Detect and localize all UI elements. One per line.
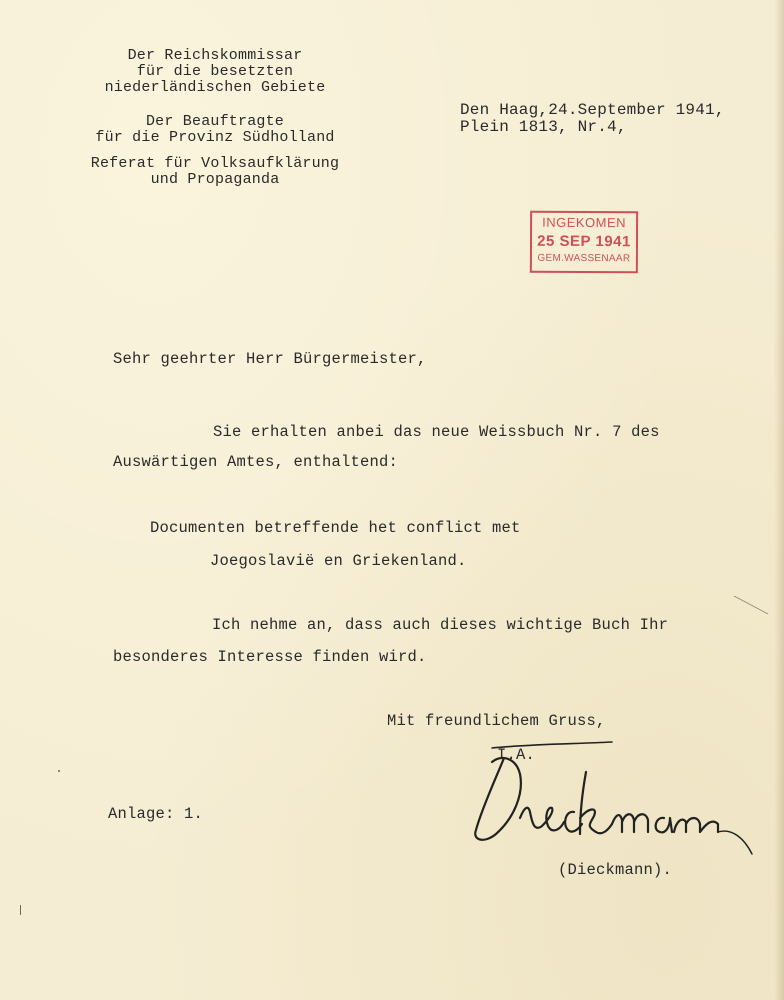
stamp-received-label: INGEKOMEN: [542, 214, 627, 231]
paper-speck: [58, 770, 60, 772]
letterhead-line-2: für die besetzten: [136, 63, 294, 80]
letterhead-line-7: und Propaganda: [150, 171, 280, 188]
white-book-title-line-2: Joegoslavië en Griekenland.: [210, 552, 467, 570]
letterhead-line-1: Der Reichskommissar: [127, 47, 303, 64]
received-stamp: [530, 211, 638, 274]
closing-ia: I.A.: [497, 746, 536, 764]
paragraph-1-line-2: Auswärtigen Amtes, enthaltend:: [113, 453, 399, 471]
signatory-name: (Dieckmann).: [558, 861, 673, 879]
paper-speck: [20, 905, 21, 915]
enclosure-note: Anlage: 1.: [108, 805, 204, 823]
letterhead-line-4: Der Beauftragte: [145, 113, 285, 130]
paragraph-2-line-1: Ich nehme an, dass auch dieses wichtige Buch Ihr: [212, 616, 669, 634]
dateline-reference: Plein 1813, Nr.4,: [460, 118, 627, 136]
stamp-date: 25 SEP 1941: [537, 232, 631, 251]
paragraph-2-line-2: besonderes Interesse finden wird.: [113, 648, 427, 666]
handwritten-signature: [462, 738, 762, 868]
letterhead-line-5: für die Provinz Südholland: [95, 129, 335, 146]
paper-scratch-mark: [732, 590, 772, 620]
white-book-title-line-1: Documenten betreffende het conflict met: [150, 519, 521, 537]
letterhead-line-6: Referat für Volksaufklärung: [90, 155, 340, 172]
salutation: Sehr geehrter Herr Bürgermeister,: [113, 350, 427, 368]
paragraph-1-line-1: Sie erhalten anbei das neue Weissbuch Nr. 7 des: [213, 423, 660, 441]
letterhead-line-3: niederländischen Gebiete: [104, 79, 326, 96]
closing-greeting: Mit freundlichem Gruss,: [387, 712, 606, 730]
dateline-place-date: Den Haag,24.September 1941,: [460, 101, 725, 119]
stamp-municipality: GEM.WASSENAAR: [537, 252, 631, 265]
page-edge-shadow: [774, 0, 784, 1000]
